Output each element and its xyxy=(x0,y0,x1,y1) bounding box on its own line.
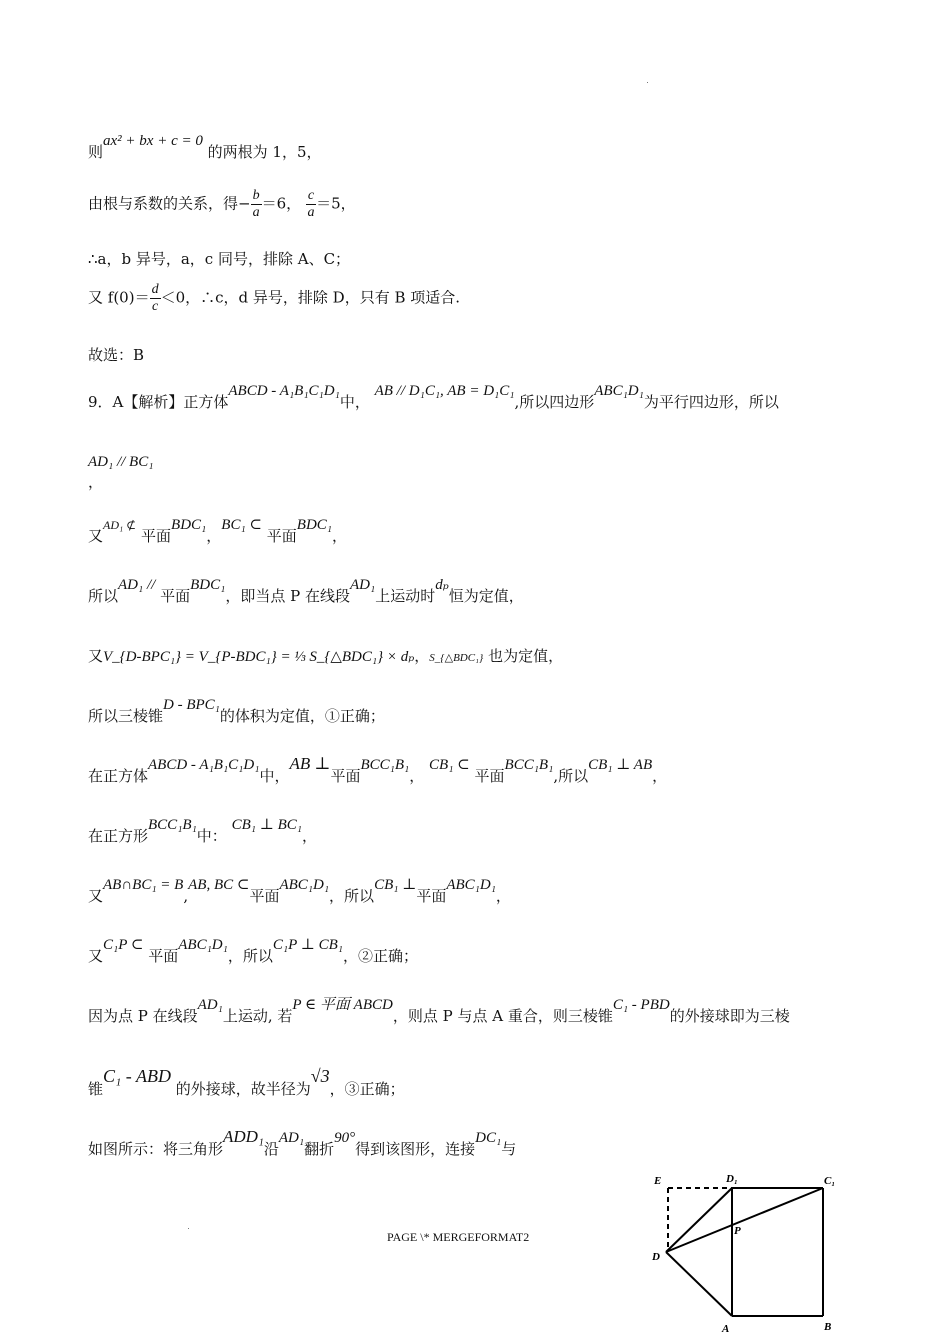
text: ， xyxy=(88,473,104,491)
math: AB∩BC₁ = B xyxy=(103,877,184,893)
math: C₁P ⊥ CB₁ xyxy=(272,937,343,953)
label-d: D xyxy=(652,1251,660,1263)
text: 9．A【解析】正方体 xyxy=(88,393,229,411)
text: ，即当点 P 在线段 xyxy=(225,587,350,605)
text: 为平行四边形，所以 xyxy=(643,393,779,411)
math: BDC₁ xyxy=(296,517,332,533)
label-e: E xyxy=(654,1175,662,1187)
text: 平面 xyxy=(148,947,179,965)
math: BC₁ ⊂ xyxy=(221,517,262,533)
text-line: ∴a，b 异号，a，c 同号，排除 A、C； xyxy=(88,250,351,268)
fraction xyxy=(306,188,316,221)
text: ， xyxy=(652,767,668,785)
math: AD₁ xyxy=(349,577,376,593)
text-line xyxy=(88,697,385,726)
label-d1: D₁ xyxy=(726,1173,738,1185)
math: dₚ xyxy=(435,577,449,593)
math: BCC₁B₁ xyxy=(504,757,554,773)
math: BCC₁B₁ xyxy=(148,817,197,833)
math: AB ⊥ xyxy=(289,754,331,773)
math-equation: V_{D-BPC₁} = V_{P-BDC₁} = ⅓ S_{△BDC₁} × dₚ xyxy=(103,649,415,665)
edge-d-a xyxy=(666,1252,732,1316)
text: 也为定值， xyxy=(488,647,564,665)
label-c1: C₁ xyxy=(824,1175,836,1187)
math: AB // D₁C₁, AB = D₁C₁ xyxy=(374,383,515,399)
text: 与 xyxy=(501,1140,517,1158)
text: ， xyxy=(495,887,511,905)
text: ， xyxy=(301,827,317,845)
math-equation: ax² + bx + c = 0 xyxy=(103,133,203,149)
text: 又 xyxy=(88,527,104,545)
text: 上运动, 若 xyxy=(222,1007,293,1025)
text: 又 xyxy=(88,887,104,905)
text: ，所以 xyxy=(329,887,375,905)
math: CB₁ ⊥ xyxy=(374,877,417,893)
text-line xyxy=(88,577,524,606)
text: 翻折 xyxy=(304,1140,335,1158)
text: ，②正确； xyxy=(342,947,418,965)
text: ，③正确； xyxy=(329,1080,405,1098)
math: DC₁ xyxy=(475,1130,502,1146)
text-line xyxy=(88,282,460,315)
math: ABC₁D₁ xyxy=(446,877,496,893)
math: BCC₁B₁ xyxy=(360,757,410,773)
text-line xyxy=(88,645,563,666)
page-footer: PAGE \* MERGEFORMAT2 xyxy=(387,1230,530,1244)
text-line: 故选：B xyxy=(88,346,145,364)
text: 平面 xyxy=(249,887,280,905)
numerator: d xyxy=(151,282,159,297)
fraction xyxy=(251,188,262,221)
text: 因为点 P 在线段 xyxy=(88,1007,198,1025)
text-line xyxy=(88,188,356,221)
text: 则 xyxy=(88,143,104,161)
math: CB₁ ⊥ AB xyxy=(588,757,653,773)
edge-d-d1 xyxy=(666,1188,732,1252)
text: 的体积为定值，①正确； xyxy=(219,707,385,725)
text: 上运动时 xyxy=(375,587,436,605)
text: ， xyxy=(409,767,425,785)
text: ， xyxy=(206,527,222,545)
text: 中， xyxy=(339,393,370,411)
math: √3 xyxy=(310,1066,330,1086)
fraction xyxy=(150,282,161,315)
math: ADD₁ xyxy=(223,1127,264,1146)
text-line xyxy=(88,383,779,412)
text: ，所以 xyxy=(227,947,273,965)
speck xyxy=(188,1228,189,1229)
denominator: c xyxy=(151,299,159,314)
edge-d-c1 xyxy=(666,1188,823,1252)
label-b: B xyxy=(824,1321,832,1333)
text-line xyxy=(88,1127,517,1159)
denominator: a xyxy=(252,205,260,220)
text: 的外接球即为三棱 xyxy=(669,1007,790,1025)
text: 又 xyxy=(88,947,104,965)
math: AD₁ ⊄ xyxy=(103,518,137,532)
text: 如图所示：将三角形 xyxy=(88,1140,224,1158)
math: ABC₁D₁ xyxy=(279,877,330,893)
math: ABC₁D₁ xyxy=(178,937,228,953)
math: C₁ - PBD xyxy=(612,997,670,1013)
text: 平面 xyxy=(474,767,505,785)
text: 又 xyxy=(88,647,104,665)
text-line xyxy=(88,517,348,546)
text: , xyxy=(183,887,189,905)
text: 所以三棱锥 xyxy=(88,707,164,725)
text: 所以 xyxy=(88,587,119,605)
text-line xyxy=(88,877,511,906)
text: 在正方体 xyxy=(88,767,149,785)
text: ， xyxy=(332,527,348,545)
numerator: b xyxy=(252,188,260,203)
text: ＝5， xyxy=(316,194,356,213)
label-a: A xyxy=(722,1323,730,1335)
text: 中： xyxy=(196,827,227,845)
text: 平面 xyxy=(266,527,297,545)
text: ，则点 P 与点 A 重合，则三棱锥 xyxy=(392,1007,613,1025)
math: AD₁ // xyxy=(118,577,156,593)
text: ＜0，∴c，d 异号，排除 D，只有 B 项适合. xyxy=(160,288,461,307)
text: 平面 xyxy=(330,767,361,785)
text: 由根与系数的关系，得− xyxy=(88,194,251,213)
numerator: c xyxy=(307,188,315,203)
text: 平面 xyxy=(160,587,191,605)
math: AD₁ xyxy=(197,997,223,1013)
math: ABCD - A₁B₁C₁D₁ xyxy=(148,757,260,773)
math: BDC₁ xyxy=(171,517,207,533)
text-line xyxy=(88,452,153,492)
text: 的两根为 1，5， xyxy=(207,143,322,161)
text: 中， xyxy=(259,767,290,785)
math: S_{△BDC₁} xyxy=(429,652,484,664)
text: 得到该图形，连接 xyxy=(355,1140,476,1158)
math: D - BPC₁ xyxy=(163,697,220,713)
text: ＝6， xyxy=(261,194,302,213)
text-line xyxy=(88,754,668,786)
geometry-figure xyxy=(640,1168,850,1336)
text: 沿 xyxy=(263,1140,279,1158)
text: 锥 xyxy=(88,1080,104,1098)
math: 90° xyxy=(334,1130,356,1146)
math: P ∈ 平面 ABCD xyxy=(292,997,393,1013)
text: 平面 xyxy=(141,527,172,545)
math: CB₁ ⊥ BC₁ xyxy=(231,817,302,833)
math: C₁ - ABD xyxy=(103,1066,171,1086)
denominator: a xyxy=(307,205,315,220)
text-line xyxy=(88,133,322,162)
text: ， xyxy=(414,647,430,665)
text: ,所以四边形 xyxy=(514,393,595,411)
math: C₁P ⊂ xyxy=(103,937,144,953)
label-p: P xyxy=(734,1225,741,1237)
math: AD₁ // BC₁ xyxy=(88,454,154,470)
speck xyxy=(647,82,648,83)
text-line xyxy=(88,937,418,966)
text: 恒为定值， xyxy=(448,587,524,605)
text: ,所以 xyxy=(553,767,589,785)
text-line xyxy=(88,817,317,846)
text-line xyxy=(88,1066,405,1099)
math: AD₁ xyxy=(278,1130,305,1146)
text: 又 f(0)＝ xyxy=(88,288,150,307)
math: ABC₁D₁ xyxy=(594,383,644,399)
text-line xyxy=(88,997,790,1026)
math: CB₁ ⊂ xyxy=(429,757,470,773)
math: ABCD - A₁B₁C₁D₁ xyxy=(228,383,340,399)
text: 在正方形 xyxy=(88,827,149,845)
text: 平面 xyxy=(416,887,447,905)
math: BDC₁ xyxy=(190,577,226,593)
math: AB, BC ⊂ xyxy=(188,877,250,893)
text: 的外接球，故半径为 xyxy=(175,1080,311,1098)
